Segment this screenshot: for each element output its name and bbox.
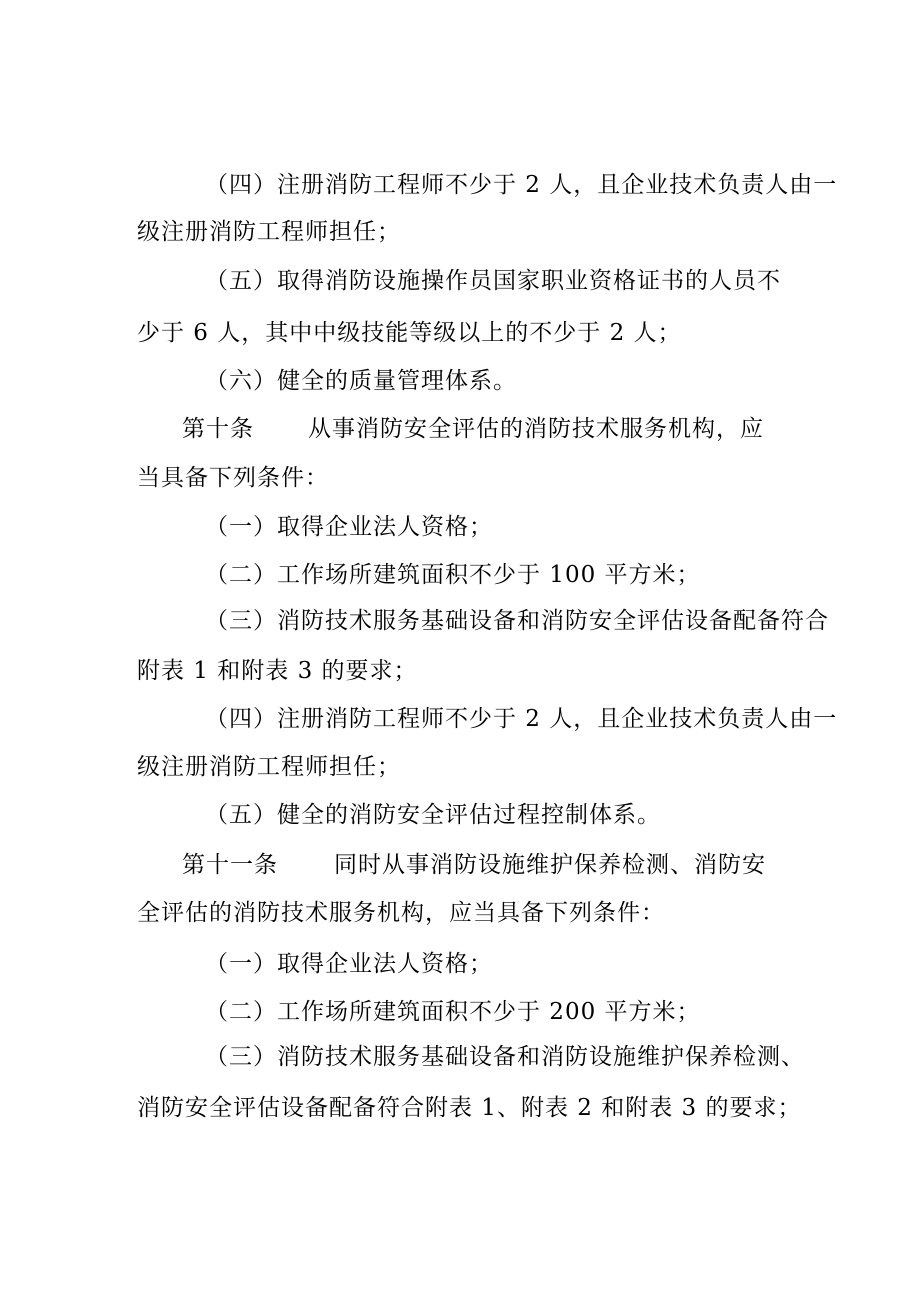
paragraph-line: （四）注册消防工程师不少于 2 人，且企业技术负责人由一 <box>205 706 838 732</box>
paragraph-line: （五）取得消防设施操作员国家职业资格证书的人员不 <box>205 268 781 294</box>
paragraph-line: 全评估的消防技术服务机构，应当具备下列条件： <box>137 900 665 926</box>
article-11-label: 第十一条 <box>182 852 278 878</box>
article-11-heading <box>182 850 766 880</box>
paragraph-line: （一）取得企业法人资格； <box>205 951 493 977</box>
paragraph-line: （六）健全的质量管理体系。 <box>205 368 517 394</box>
article-10-text: 从事消防安全评估的消防技术服务机构，应 <box>308 416 764 442</box>
paragraph-line: 当具备下列条件： <box>137 465 329 491</box>
article-11-text: 同时从事消防设施维护保养检测、消防安 <box>334 852 766 878</box>
paragraph-line: 附表 1 和附表 3 的要求； <box>137 658 418 684</box>
paragraph-line: （五）健全的消防安全评估过程控制体系。 <box>205 802 661 828</box>
paragraph-line: （二）工作场所建筑面积不少于 100 平方米； <box>205 562 701 588</box>
paragraph-line: （三）消防技术服务基础设备和消防安全评估设备配备符合 <box>205 608 829 634</box>
paragraph-line: 少于 6 人，其中中级技能等级以上的不少于 2 人； <box>137 320 682 346</box>
paragraph-line: 级注册消防工程师担任； <box>137 219 401 245</box>
paragraph-line: （一）取得企业法人资格； <box>205 514 493 540</box>
paragraph-line: （四）注册消防工程师不少于 2 人，且企业技术负责人由一 <box>205 172 838 198</box>
paragraph-line: 级注册消防工程师担任； <box>137 754 401 780</box>
paragraph-line: （二）工作场所建筑面积不少于 200 平方米； <box>205 999 701 1025</box>
article-10-heading <box>182 414 764 444</box>
paragraph-line: 消防安全评估设备配备符合附表 1、附表 2 和附表 3 的要求； <box>137 1095 802 1121</box>
article-10-label: 第十条 <box>182 416 254 442</box>
paragraph-line: （三）消防技术服务基础设备和消防设施维护保养检测、 <box>205 1044 805 1070</box>
